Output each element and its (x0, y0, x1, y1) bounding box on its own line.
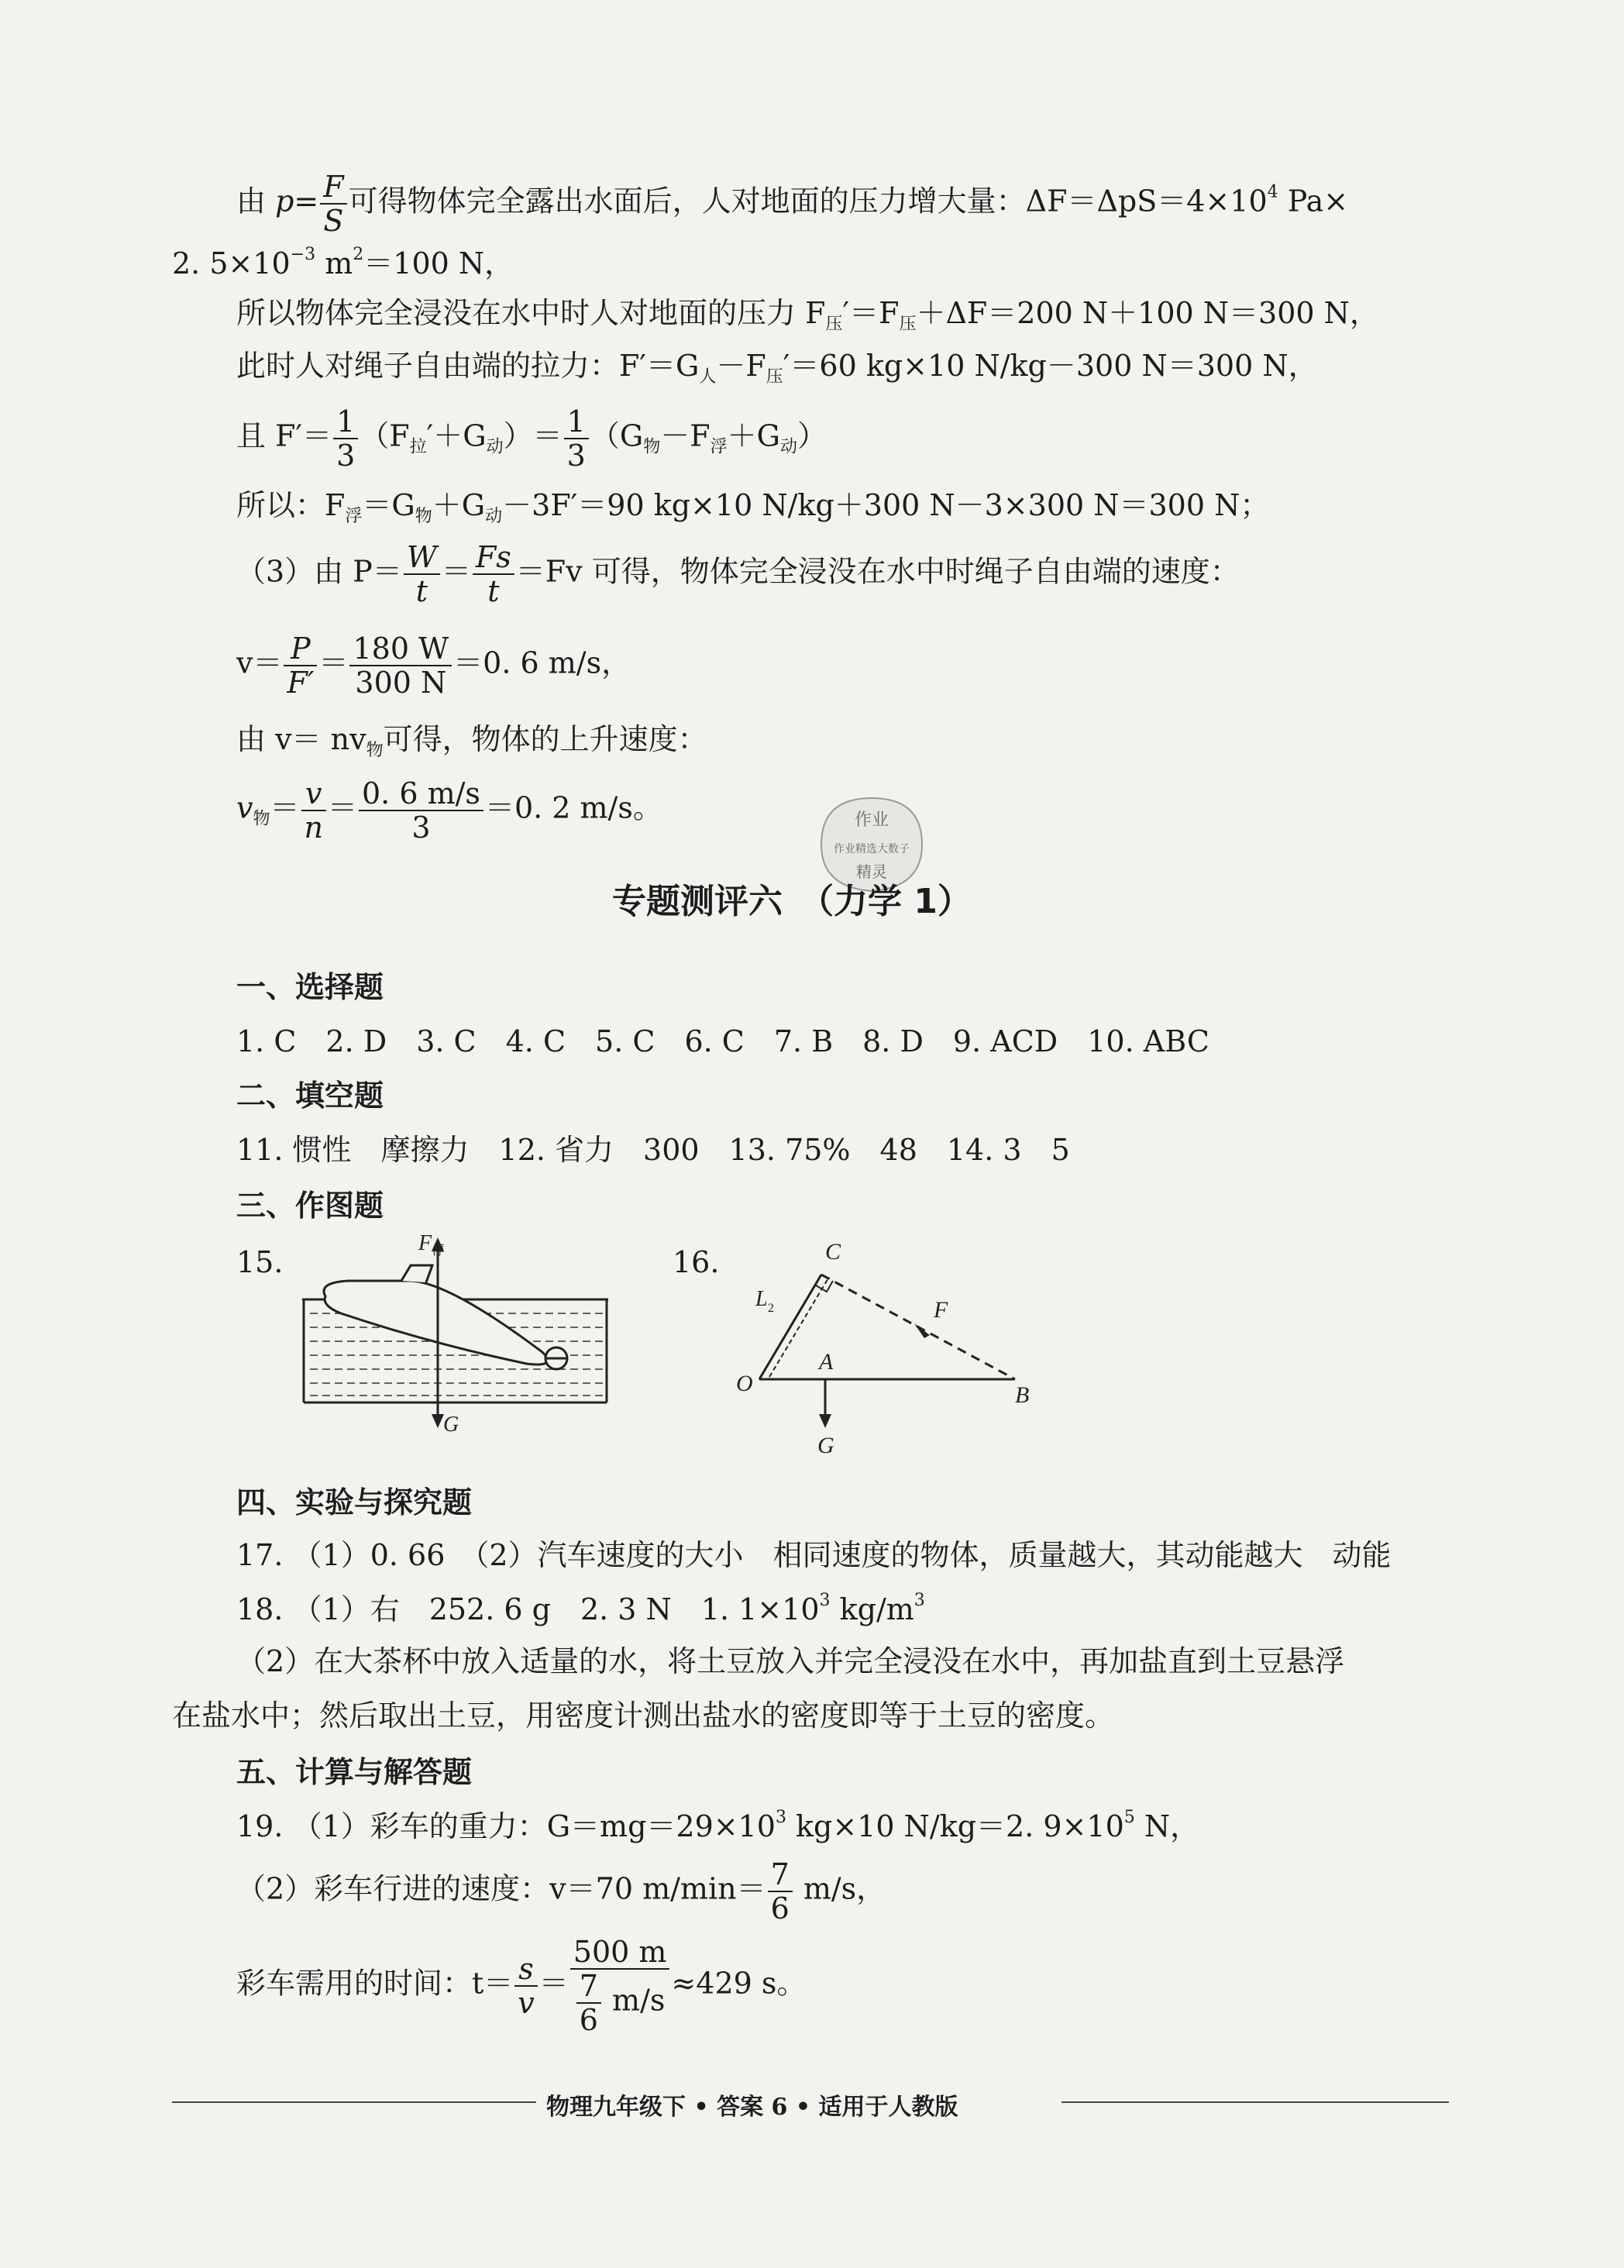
heading-drawing: 三、作图题 (236, 1189, 384, 1223)
arrow-down (432, 1414, 444, 1428)
answers-fill: 11. 惯性 摩擦力 12. 省力 300 13. 75% 48 14. 3 5 (236, 1133, 1070, 1167)
numerator: F (320, 172, 346, 205)
fraction (320, 172, 346, 236)
label-l2: L (755, 1287, 768, 1311)
text: 可得，物体的上升速度： (383, 722, 707, 756)
line-3 (236, 298, 1379, 333)
answer-18-1 (236, 1592, 925, 1624)
text: ＋ΔF＝200 N＋100 N＝300 N， (916, 296, 1379, 330)
label-a: A (819, 1349, 834, 1375)
fraction (284, 632, 317, 700)
text: ＝ (441, 554, 471, 589)
subscript: 物 (366, 741, 384, 760)
fraction (404, 542, 440, 606)
answer-18-2: （2）在大茶杯中放入适量的水，将土豆放入并完全浸没在水中，再加盐直到土豆悬浮 (236, 1644, 1345, 1678)
text: －F (660, 418, 710, 453)
text: 2. 5×10 (172, 246, 291, 280)
text: ′＝60 kg×10 N/kg－300 N＝300 N， (783, 349, 1318, 383)
text: （3）由 P＝ (236, 554, 402, 589)
lever-oc (759, 1275, 821, 1379)
text: －F (716, 349, 766, 383)
figure-15 (294, 1228, 620, 1437)
text: v＝ (236, 645, 283, 680)
text: ′＝F (842, 296, 900, 330)
answers-choice: 1. C 2. D 3. C 4. C 5. C 6. C 7. B 8. D 9. ACD 10. ABC (236, 1024, 1209, 1058)
superscript: 2 (353, 245, 364, 264)
line-4 (236, 351, 1318, 386)
superscript: 3 (914, 1591, 925, 1610)
numerator: 0. 6 m/s (359, 779, 483, 811)
fraction (333, 404, 358, 473)
footer-rule-right (1061, 2101, 1449, 2103)
label-c: C (825, 1239, 841, 1265)
numerator: 7 (576, 1971, 601, 2004)
subscript: 压 (825, 315, 843, 334)
text: 18. （1）右 252. 6 g 2. 3 N 1. 1×10 (236, 1592, 820, 1626)
text: ＝G (362, 488, 415, 522)
line-5 (236, 404, 827, 473)
text: （G (590, 418, 644, 453)
text: kg×10 N/kg＝2. 9×10 (786, 1809, 1124, 1843)
label-f-float-sub: 浮 (432, 1244, 446, 1258)
text: ＝ (538, 1966, 569, 2001)
denominator: 3 (336, 439, 356, 473)
answer-17: 17. （1）0. 66 （2）汽车速度的大小 相同速度的物体，质量越大，其动能越大 动能 (236, 1538, 1392, 1572)
denominator: v (518, 1986, 535, 2020)
text: m (315, 246, 353, 280)
denominator: F′ (287, 666, 315, 700)
answer-18-3: 在盐水中；然后取出土豆，用密度计测出盐水的密度即等于土豆的密度。 (172, 1698, 1115, 1733)
label-f: F (934, 1297, 948, 1323)
label-l2-sub: 2 (768, 1302, 774, 1315)
text: ＝ (327, 790, 357, 825)
text: ＝0. 2 m/s。 (484, 790, 662, 825)
text: （2）彩车行进的速度：v＝70 m/min＝ (236, 1871, 766, 1906)
submarine (324, 1265, 567, 1369)
subscript: 物 (253, 809, 270, 829)
stamp-mid: 作业精选大数子 (834, 844, 910, 855)
denominator: 3 (411, 810, 431, 845)
text: = (294, 184, 319, 219)
text: Pa× (1278, 184, 1349, 219)
text: 所以：F (236, 488, 346, 522)
fraction (576, 1971, 601, 2035)
label-g: G (443, 1413, 459, 1437)
footer-text: 物理九年级下 • 答案 6 • 适用于人教版 (546, 2094, 958, 2121)
text: ＝ (318, 645, 349, 680)
heading-calculation: 五、计算与解答题 (236, 1755, 473, 1789)
text: 所以物体完全浸没在水中时人对地面的压力 F (236, 296, 826, 330)
text: 可得物体完全露出水面后，人对地面的压力增大量：ΔF＝ΔpS＝4×10 (348, 184, 1268, 219)
label-b: B (1015, 1382, 1030, 1408)
arrow-f (914, 1323, 930, 1338)
line-9 (236, 724, 707, 759)
line-10 (236, 776, 662, 845)
fraction (564, 404, 589, 473)
fraction (349, 632, 452, 700)
line-2 (172, 246, 514, 278)
line-1 (236, 172, 1348, 236)
denominator: 300 N (355, 666, 447, 700)
section-title: 专题测评六 （力学 1） (612, 882, 972, 921)
numerator: W (404, 542, 440, 575)
text: N， (1134, 1809, 1200, 1843)
superscript: 3 (775, 1808, 786, 1827)
superscript: 3 (819, 1591, 831, 1610)
heading-experiment: 四、实验与探究题 (236, 1485, 473, 1519)
denominator: t (415, 574, 428, 608)
text: ＝100 N， (363, 246, 514, 280)
fraction (768, 1857, 793, 1926)
text: －3F′＝90 kg×10 N/kg＋300 N－3×300 N＝300 N； (502, 488, 1270, 522)
denominator: 3 (566, 439, 586, 473)
superscript: 4 (1267, 182, 1278, 202)
q15-label: 15. (236, 1245, 284, 1279)
answer-19-3 (236, 1937, 806, 2035)
numerator: Fs (473, 542, 514, 575)
text: ＋G (727, 418, 780, 453)
text: 此时人对绳子自由端的拉力：F′＝G (236, 349, 700, 383)
footer-rule-left (172, 2101, 536, 2103)
line-7 (236, 542, 1240, 606)
text: ＋G (432, 488, 486, 522)
subscript: 压 (766, 367, 783, 387)
text: 由 (236, 184, 276, 219)
numerator: 1 (333, 407, 358, 439)
denominator: n (304, 810, 323, 845)
numerator: 7 (768, 1860, 793, 1892)
label-g: G (817, 1433, 834, 1458)
text: v (236, 790, 253, 825)
subscript: 浮 (345, 507, 363, 526)
text: 19. （1）彩车的重力：G＝mg＝29×10 (236, 1809, 776, 1843)
text: ≈429 s。 (671, 1966, 807, 2001)
text: m/s， (793, 1871, 886, 1906)
denominator (570, 1970, 670, 2035)
fraction (514, 1954, 537, 2018)
line-6 (236, 490, 1269, 525)
subscript: 压 (899, 315, 917, 334)
text: 由 v＝ nv (236, 722, 366, 756)
subscript: 动 (485, 507, 503, 526)
numerator: 180 W (349, 634, 452, 666)
numerator: v (301, 779, 326, 811)
fraction (359, 776, 483, 845)
denominator: S (323, 204, 344, 238)
denominator: 6 (770, 1891, 790, 1926)
numerator: P (284, 634, 317, 666)
text: ） (797, 418, 827, 453)
subscript: 浮 (710, 437, 728, 457)
fraction (570, 1937, 670, 2035)
text: ＝0. 6 m/s， (453, 645, 631, 680)
subscript: 动 (779, 437, 797, 457)
text: ＝ (270, 790, 300, 825)
heading-choice: 一、选择题 (236, 970, 384, 1004)
superscript: −3 (290, 245, 316, 264)
heading-fill: 二、填空题 (236, 1079, 384, 1113)
fraction (473, 542, 514, 606)
q16-label: 16. (673, 1245, 720, 1279)
label-f-float: F (418, 1231, 432, 1255)
numerator: 1 (564, 407, 589, 439)
text: ＝Fv 可得，物体完全浸没在水中时绳子自由端的速度： (515, 554, 1240, 589)
denominator: 6 (579, 2003, 598, 2037)
text: 彩车需用的时间：t＝ (236, 1966, 514, 2001)
subscript: 物 (643, 437, 661, 457)
line-8 (236, 632, 631, 700)
text: ）＝ (503, 418, 563, 453)
arrow-g (819, 1414, 831, 1428)
numerator: 500 m (570, 1937, 670, 1970)
superscript: 5 (1123, 1808, 1135, 1827)
subscript: 拉 (409, 437, 427, 457)
denominator: t (487, 574, 500, 608)
subscript: 人 (699, 367, 717, 387)
text: ′＋G (426, 418, 487, 453)
stamp-top: 作业 (854, 810, 889, 829)
label-o: O (736, 1371, 753, 1396)
numerator: s (514, 1954, 537, 1987)
text: 且 F′＝ (236, 418, 332, 453)
answer-19-1 (236, 1809, 1199, 1841)
subscript: 物 (415, 507, 432, 526)
right-angle-mark (816, 1281, 833, 1292)
figure-16 (724, 1228, 1050, 1461)
text: p (275, 184, 294, 219)
answer-19-2 (236, 1857, 886, 1926)
text: kg/m (830, 1592, 914, 1626)
subscript: 动 (486, 437, 504, 457)
fraction (301, 776, 326, 845)
text: （F (360, 418, 410, 453)
stamp-bot: 精灵 (856, 864, 887, 881)
text: m/s (602, 1983, 666, 2018)
